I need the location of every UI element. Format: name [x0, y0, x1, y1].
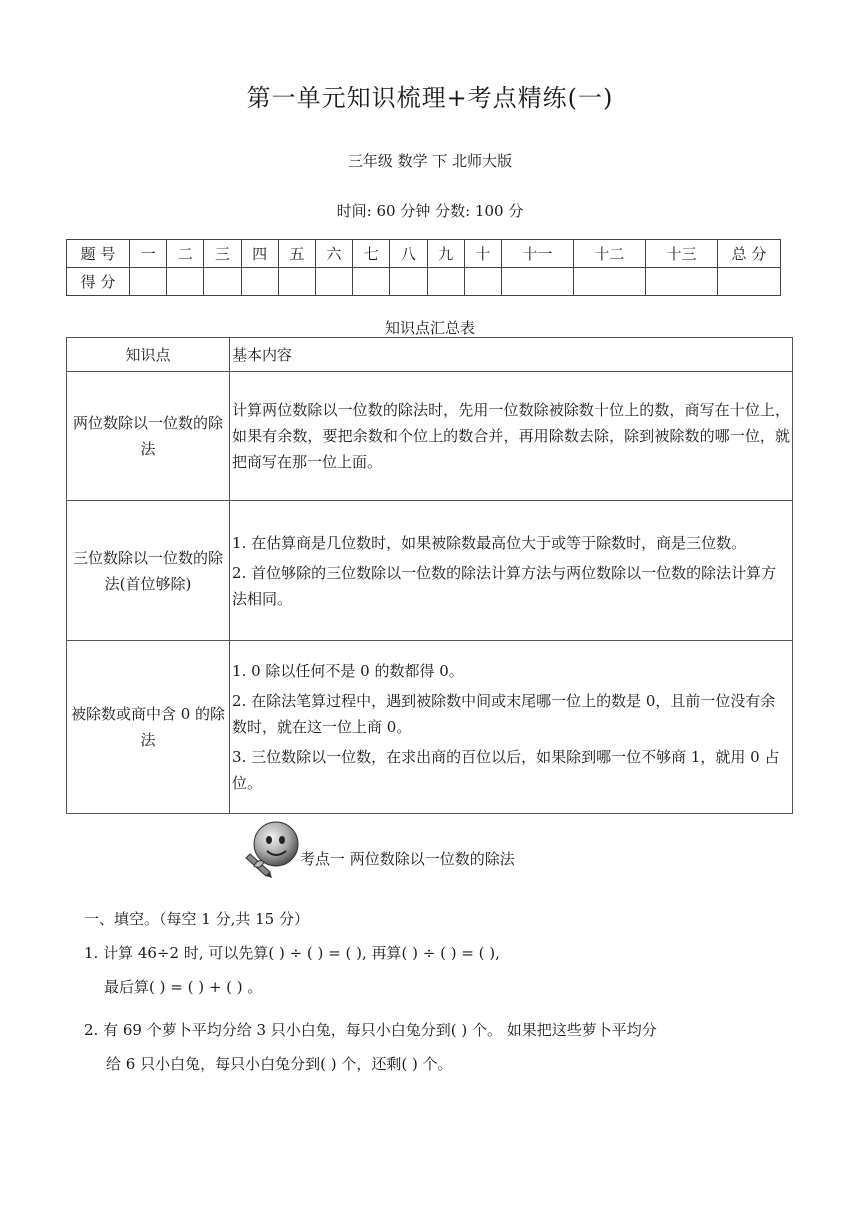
score-col: 二 — [167, 240, 204, 268]
score-cell[interactable] — [353, 268, 390, 296]
knowledge-item: 2. 首位够除的三位数除以一位数的除法计算方法与两位数除以一位数的除法计算方法相同。 — [232, 563, 777, 608]
score-table — [66, 239, 781, 296]
question-2-line-2: 给 6 只小白兔，每只小白兔分到( ) 个，还剩( ) 个。 — [106, 1055, 453, 1073]
score-col: 十三 — [645, 240, 717, 268]
smiley-pencil-icon — [240, 818, 302, 880]
score-cell[interactable] — [204, 268, 241, 296]
knowledge-content: 计算两位数除以一位数的除法时，先用一位数除被除数十位上的数，商写在十位上，如果有余数，要把余数和个位上的数合并，再用除数去除，除到被除数的哪一位，就把商写在那一位上面。 — [230, 372, 793, 501]
score-col: 六 — [315, 240, 352, 268]
score-cell[interactable] — [315, 268, 352, 296]
score-col: 一 — [130, 240, 167, 268]
score-col: 七 — [353, 240, 390, 268]
score-header-row — [67, 240, 781, 268]
knowledge-row — [67, 372, 793, 501]
knowledge-table-caption: 知识点汇总表 — [384, 319, 475, 337]
score-cell[interactable] — [427, 268, 464, 296]
knowledge-item: 3. 三位数除以一位数，在求出商的百位以后，如果除到哪一位不够商 1，就用 0 占位。 — [232, 748, 780, 792]
score-col: 九 — [427, 240, 464, 268]
score-cell[interactable] — [390, 268, 427, 296]
subtitle: 三年级 数学 下 北师大版 — [347, 152, 513, 170]
score-col: 三 — [204, 240, 241, 268]
question-2-line-1: 2. 有 69 个萝卜平均分给 3 只小白兔，每只小白兔分到( ) 个。 如果把这些萝卜平均分 — [84, 1021, 657, 1039]
knowledge-row — [67, 501, 793, 641]
score-cell[interactable] — [130, 268, 167, 296]
score-cell[interactable] — [167, 268, 204, 296]
score-cell[interactable] — [645, 268, 717, 296]
knowledge-header-content: 基本内容 — [230, 338, 793, 372]
knowledge-header-row — [67, 338, 793, 372]
score-col-total: 总 分 — [718, 240, 781, 268]
score-value-row — [67, 268, 781, 296]
score-cell[interactable] — [464, 268, 501, 296]
score-row-label: 得 分 — [67, 268, 130, 296]
knowledge-item: 2. 在除法笔算过程中，遇到被除数中间或末尾哪一位上的数是 0，且前一位没有余数时，就在这一位上商 0。 — [232, 692, 776, 736]
knowledge-header-topic: 知识点 — [67, 338, 230, 372]
knowledge-item: 1. 0 除以任何不是 0 的数都得 0。 — [232, 662, 464, 680]
score-col: 十一 — [501, 240, 573, 268]
knowledge-content — [230, 501, 793, 641]
knowledge-row — [67, 641, 793, 814]
score-header-label: 题 号 — [67, 240, 130, 268]
question-1-line-1: 1. 计算 46÷2 时, 可以先算( ) ÷ ( ) = ( ), 再算( ) ÷ ( ) = ( ), — [84, 944, 500, 962]
score-cell[interactable] — [241, 268, 278, 296]
score-col: 十二 — [573, 240, 645, 268]
knowledge-topic: 两位数除以一位数的除法 — [67, 372, 230, 501]
time-info: 时间: 60 分钟 分数: 100 分 — [336, 202, 524, 220]
score-col: 五 — [278, 240, 315, 268]
knowledge-topic: 被除数或商中含 0 的除法 — [67, 641, 230, 814]
score-cell[interactable] — [718, 268, 781, 296]
score-cell[interactable] — [501, 268, 573, 296]
question-1-line-2: 最后算( ) = ( ) + ( ) 。 — [104, 978, 263, 996]
score-col: 四 — [241, 240, 278, 268]
score-cell[interactable] — [278, 268, 315, 296]
score-cell[interactable] — [573, 268, 645, 296]
score-col: 十 — [464, 240, 501, 268]
section-heading: 考点一 两位数除以一位数的除法 — [300, 850, 515, 868]
page-title: 第一单元知识梳理+考点精练(一) — [246, 84, 614, 112]
question-group-heading: 一、填空。（每空 1 分,共 15 分） — [84, 910, 309, 928]
knowledge-topic: 三位数除以一位数的除法(首位够除) — [67, 501, 230, 641]
knowledge-content — [230, 641, 793, 814]
score-col: 八 — [390, 240, 427, 268]
knowledge-table — [66, 337, 793, 814]
knowledge-item: 1. 在估算商是几位数时，如果被除数最高位大于或等于除数时，商是三位数。 — [232, 533, 747, 552]
